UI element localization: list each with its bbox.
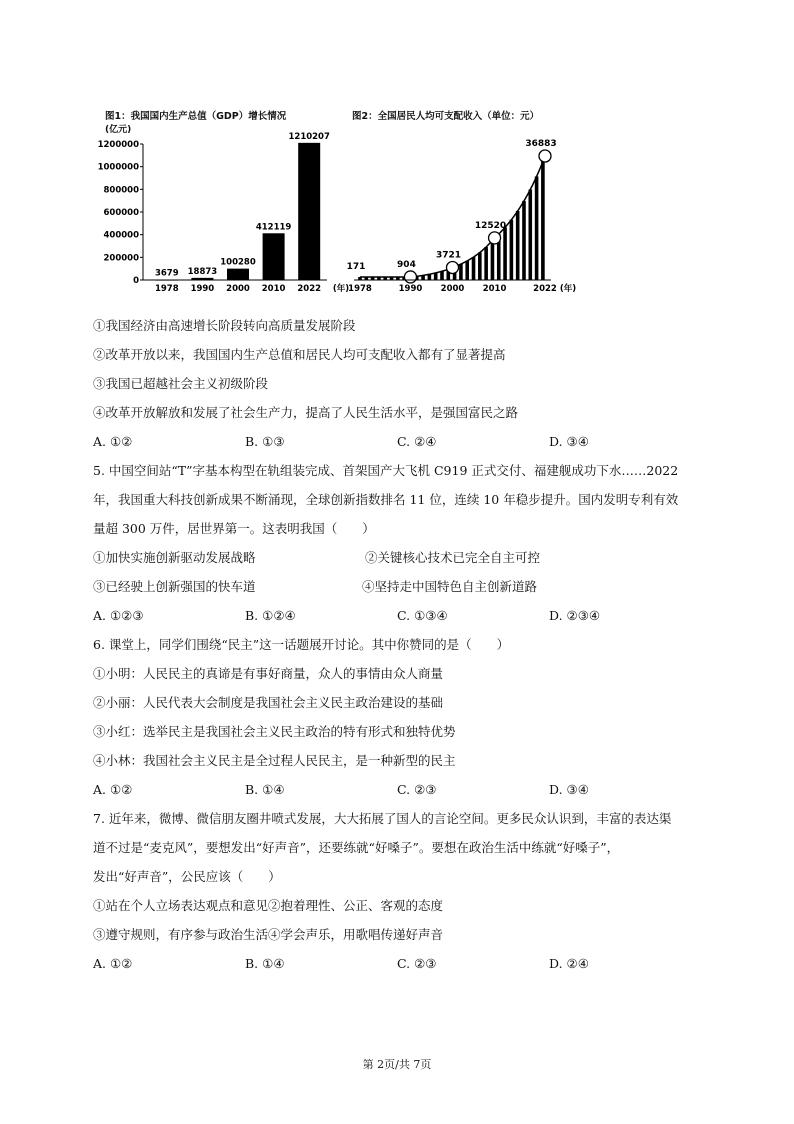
q6-option-c[interactable]: C. ②③: [397, 782, 437, 797]
y-tick-label: 200000: [103, 253, 139, 264]
q7-item-line-2: ③遵守规则，有序参与政治生活④学会声乐，用歌唱传递好声音: [93, 927, 444, 942]
income-point-marker: [539, 150, 551, 162]
y-tick-label: 800000: [103, 185, 139, 196]
q6-option-a[interactable]: A. ①②: [93, 782, 133, 797]
q5-item-3: ③已经驶上创新强国的快车道: [93, 579, 256, 594]
q4-item-1: ①我国经济由高速增长阶段转向高质量发展阶段: [93, 318, 356, 333]
q7-option-d[interactable]: D. ②④: [549, 956, 589, 971]
y-tick-label: 1200000: [97, 140, 139, 150]
q5-item-4: ④坚持走中国特色自主创新道路: [362, 579, 538, 594]
x-tick-label: 2010: [482, 284, 507, 294]
gdp-bar: [298, 143, 320, 280]
gdp-bar-value-label: 412119: [255, 222, 292, 233]
x-tick-label: 1978: [154, 284, 179, 294]
y-tick-label: 0: [133, 276, 139, 286]
y-tick-label: 400000: [103, 230, 139, 241]
x-tick-label: 1990: [190, 284, 215, 294]
income-bar: [472, 257, 476, 280]
income-point-label: 3721: [435, 250, 462, 261]
income-point-label: 904: [397, 259, 416, 270]
income-point-marker: [447, 261, 459, 273]
income-bar: [491, 240, 495, 280]
q6-item-3: ③小红：选举民主是我国社会主义民主政治的特有形式和独特优势: [93, 724, 456, 739]
income-bar: [465, 261, 469, 280]
q4-option-b[interactable]: B. ①③: [245, 434, 285, 449]
x-tick-label: 2000: [226, 284, 250, 294]
q7-option-a[interactable]: A. ①②: [93, 956, 133, 971]
income-point-marker: [404, 271, 416, 283]
q4-option-d[interactable]: D. ③④: [549, 434, 589, 449]
gdp-bar-value-label: 18873: [187, 266, 218, 277]
q5-option-c[interactable]: C. ①③④: [397, 608, 448, 623]
q6-option-b[interactable]: B. ①④: [245, 782, 285, 797]
income-bar: [516, 211, 520, 280]
page-footer: 第 2页/共 7页: [362, 1058, 432, 1071]
q4-option-c[interactable]: C. ②④: [397, 434, 437, 449]
income-bar: [484, 247, 488, 280]
income-bar: [528, 190, 532, 280]
q6-item-2: ②小丽：人民代表大会制度是我国社会主义民主政治建设的基础: [93, 695, 444, 710]
gdp-bar: [227, 269, 249, 280]
q5-option-b[interactable]: B. ①②④: [245, 608, 296, 623]
q7-option-c[interactable]: C. ②③: [397, 956, 437, 971]
q4-item-2: ②改革开放以来，我国国内生产总值和居民人均可支配收入都有了显著提高: [93, 347, 506, 362]
q6-item-1: ①小明：人民民主的真谛是有事好商量，众人的事情由众人商量: [93, 666, 444, 681]
income-point-label: 36883: [525, 139, 557, 149]
x-tick-label: 2022: [297, 284, 322, 294]
income-point-label: 12520: [474, 220, 507, 231]
q4-option-a[interactable]: A. ①②: [93, 434, 133, 449]
income-bar: [459, 264, 463, 280]
x-axis-unit-label: (年): [559, 284, 577, 294]
income-point-label: 171: [346, 262, 366, 272]
income-bar: [522, 201, 526, 280]
q5-item-1: ①加快实施创新驱动发展战略: [93, 550, 256, 565]
q6-stem: 6. 课堂上，同学们围绕“民主”这一话题展开讨论。其中你赞同的是（ ）: [93, 637, 510, 652]
q4-item-3: ③我国已超越社会主义初级阶段: [93, 376, 269, 391]
gdp-bar-value-label: 100280: [220, 257, 256, 268]
fig1-unit-label: (亿元): [105, 125, 132, 135]
q5-stem-line-2: 年，我国重大科技创新成果不断涌现，全球创新指数排名 11 位，连续 10 年稳步提升。国内发明专利有效: [93, 492, 679, 507]
q7-stem-line-2: 道不过是“麦克风”，要想发出“好声音”，还要练就“好嗓子”。要想在政治生活中练就“好嗓子”，: [93, 840, 620, 855]
q5-item-2: ②关键核心技术已完全自主可控: [365, 550, 541, 565]
x-tick-label: 1978: [348, 284, 372, 294]
q7-item-line-1: ①站在个人立场表达观点和意见②抱着理性、公正、客观的态度: [93, 898, 444, 913]
q7-stem-line-1: 7. 近年来，微博、微信朋友圈井喷式发展，大大拓展了国人的言论空间。更多民众认识到，丰富的表达渠: [93, 811, 672, 826]
income-bar: [535, 176, 539, 280]
income-point-marker: [489, 232, 501, 244]
q7-option-b[interactable]: B. ①④: [245, 956, 285, 971]
q5-option-a[interactable]: A. ①②③: [93, 608, 144, 623]
x-axis-unit-label: (年): [332, 284, 350, 294]
fig2-title: 图2：全国居民人均可支配收入（单位：元）: [352, 111, 540, 122]
q7-stem-line-3: 发出“好声音”，公民应该（ ）: [93, 869, 281, 884]
income-bar: [440, 271, 444, 280]
fig1-title: 图1：我国国内生产总值（GDP）增长情况: [105, 111, 287, 122]
gdp-bar-value-label: 3679: [154, 268, 179, 279]
x-tick-label: 2022: [533, 284, 557, 294]
income-bar-chart: [340, 136, 590, 301]
income-bar: [478, 252, 482, 280]
x-tick-label: 2010: [261, 284, 286, 294]
x-tick-label: 2000: [440, 284, 465, 294]
q5-stem-line-1: 5. 中国空间站“T”字基本构型在轨组装完成、首架国产大飞机 C919 正式交付、福建舰成功下水……2022: [93, 463, 679, 478]
income-bar: [510, 220, 514, 280]
x-tick-label: 1990: [398, 284, 423, 294]
gdp-bar: [156, 280, 178, 281]
income-bar: [503, 227, 507, 280]
y-tick-label: 600000: [103, 208, 139, 218]
gdp-bar-chart: [95, 131, 350, 301]
income-bar: [541, 161, 545, 280]
gdp-bar: [191, 278, 213, 280]
q5-option-d[interactable]: D. ②③④: [549, 608, 601, 623]
q4-item-4: ④改革开放解放和发展了社会生产力，提高了人民生活水平，是强国富民之路: [93, 405, 519, 420]
gdp-bar-value-label: 1210207: [288, 131, 330, 142]
y-tick-label: 1000000: [97, 162, 139, 173]
q5-stem-line-3: 量超 300 万件，居世界第一。这表明我国（ ）: [93, 521, 375, 536]
q6-item-4: ④小林：我国社会主义民主是全过程人民民主，是一种新型的民主: [93, 753, 456, 768]
q6-option-d[interactable]: D. ③④: [549, 782, 589, 797]
gdp-bar: [263, 233, 285, 280]
